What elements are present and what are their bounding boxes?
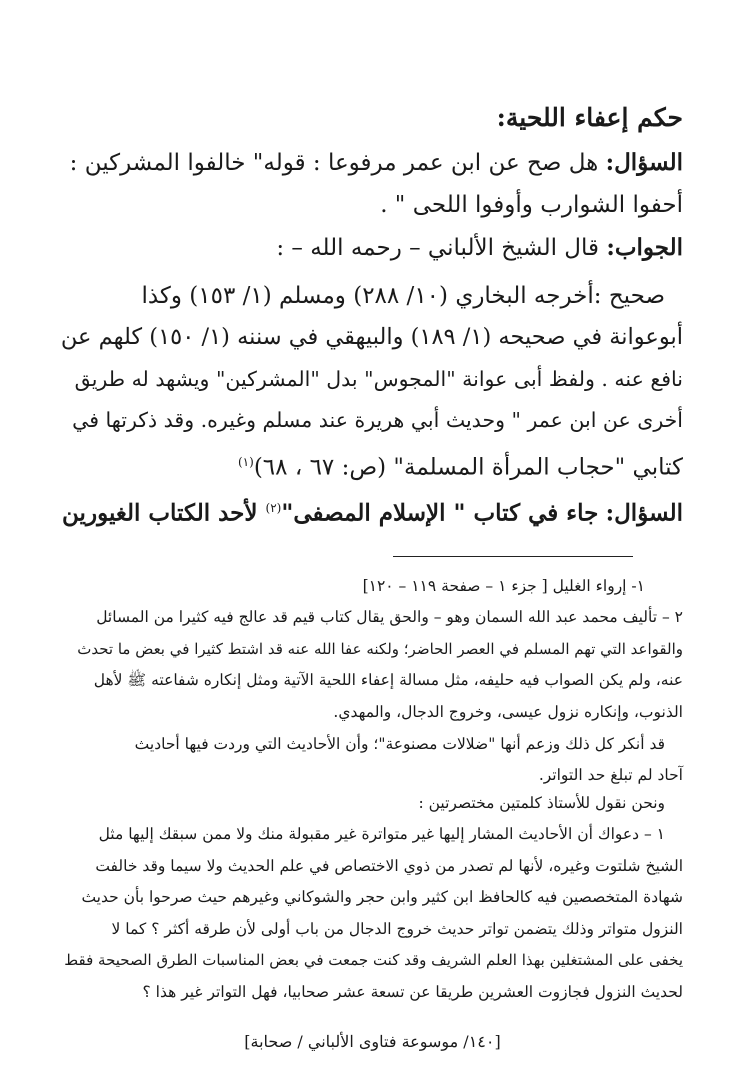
footnote-2-line-3: عنه، ولم يكن الصواب فيه حليفه، مثل مسالة إعفاء اللحية الآتية ومثل إنكاره شفاعته ﷺ لأهل (93, 671, 683, 689)
answer-line-5 (62, 447, 683, 483)
footnote-2-line-4: الذنوب، وإنكاره نزول عيسى، وخروج الدجال، والمهدي. (333, 703, 683, 721)
answer-line-4: أخرى عن ابن عمر " وحديث أبي هريرة عند مسلم وغيره. وقد ذكرتها في (72, 408, 683, 432)
answer-line-5-text: كتابي "حجاب المرأة المسلمة" (ص: ٦٧ ، ٦٨) (253, 454, 683, 481)
question-label: السؤال: (605, 149, 683, 176)
answer-line-3: نافع عنه . ولفظ أبى عوانة "المجوس" بدل "المشركين" ويشهد له طريق (74, 367, 683, 391)
question-2-text-b: لأحد الكتاب الغيورين (62, 499, 266, 527)
footnote-ref-2: (٢) (265, 501, 282, 515)
footnote-ref-1: (١) (237, 455, 254, 469)
page-footer: [١٤٠/ موسوعة فتاوى الألباني / صحابة] (244, 1032, 501, 1051)
footnote-2-line-2: والقواعد التي تهم المسلم في العصر الحاضر؛ ولكنه عفا الله عنه قد اشتط كثيرا في بعض ما تحدث (77, 640, 683, 658)
footnote-2-line-11: النزول متواتر وذلك يتضمن تواتر حديث خروج الدجال من باب أولى لأن طرقه أكثر ؟ كما لا (111, 920, 683, 938)
question-1-line-1 (62, 148, 683, 178)
footnote-2-line-13: لحديث النزول فجازوت العشرين طريقا عن تسعة عشر صحابيا، فهل التواتر غير هذا ؟ (142, 983, 683, 1001)
answer-line-2: أبوعوانة في صحيحه (١/ ١٨٩) والبيهقي في سننه (١/ ١٥٠) كلهم عن (60, 324, 683, 350)
answer-line-1: صحيح :أخرجه البخاري (١٠/ ٢٨٨) ومسلم (١/ ١٥٣) وكذا (141, 283, 665, 309)
footnote-2-line-5: قد أنكر كل ذلك وزعم أنها "ضلالات مصنوعة"؛ وأن الأحاديث التي وردت فيها أحاديث (134, 735, 665, 753)
footnote-2-line-6: آحاد لم تبلغ حد التواتر. (538, 766, 683, 784)
question-1-line-2: أحفوا الشوارب وأوفوا اللحى " . (380, 192, 683, 218)
section-heading: حكم إعفاء اللحية: (496, 103, 683, 132)
answer-attribution: قال الشيخ الألباني – رحمه الله – : (276, 235, 600, 261)
answer-label: الجواب: (606, 234, 683, 261)
question-2-line (62, 493, 683, 529)
footnote-2-line-1: ٢ – تأليف محمد عبد الله السمان وهو – والحق يقال كتاب قيم قد عالج فيه كثيرا من المسائل (96, 608, 683, 626)
footnote-2-line-9: الشيخ شلتوت وغيره، لأنها لم تصدر من ذوي الاختصاص في علم الحديث ولا سيما وقد خالفت (95, 857, 683, 875)
answer-intro (62, 233, 683, 263)
question-2-label: السؤال: (605, 499, 683, 527)
question-text: هل صح عن ابن عمر مرفوعا : قوله" خالفوا المشركين : (69, 150, 599, 176)
footnote-2-line-12: يخفى على المشتغلين بهذا العلم الشريف وقد كنت جمعت في بعض المناسبات الطرق الصحيحة فقط (64, 951, 683, 969)
footnote-2-line-10: شهادة المتخصصين فيه كالحافظ ابن كثير وابن حجر والشوكاني وغيرهم حيث صرحوا بأن حديث (81, 888, 683, 906)
footnote-2-line-7: ونحن نقول للأستاذ كلمتين مختصرتين : (418, 794, 665, 812)
footnote-1: ١- إرواء الغليل [ جزء ١ – صفحة ١١٩ – ١٢٠] (362, 577, 645, 595)
footnote-2-line-8: ١ – دعواك أن الأحاديث المشار إليها غير متواترة غير مقبولة منك ولا ممن سبقك إليها مثل (98, 825, 665, 843)
question-2-text-a: جاء في كتاب " الإسلام المصفى" (281, 499, 599, 527)
footnote-divider (393, 556, 633, 557)
